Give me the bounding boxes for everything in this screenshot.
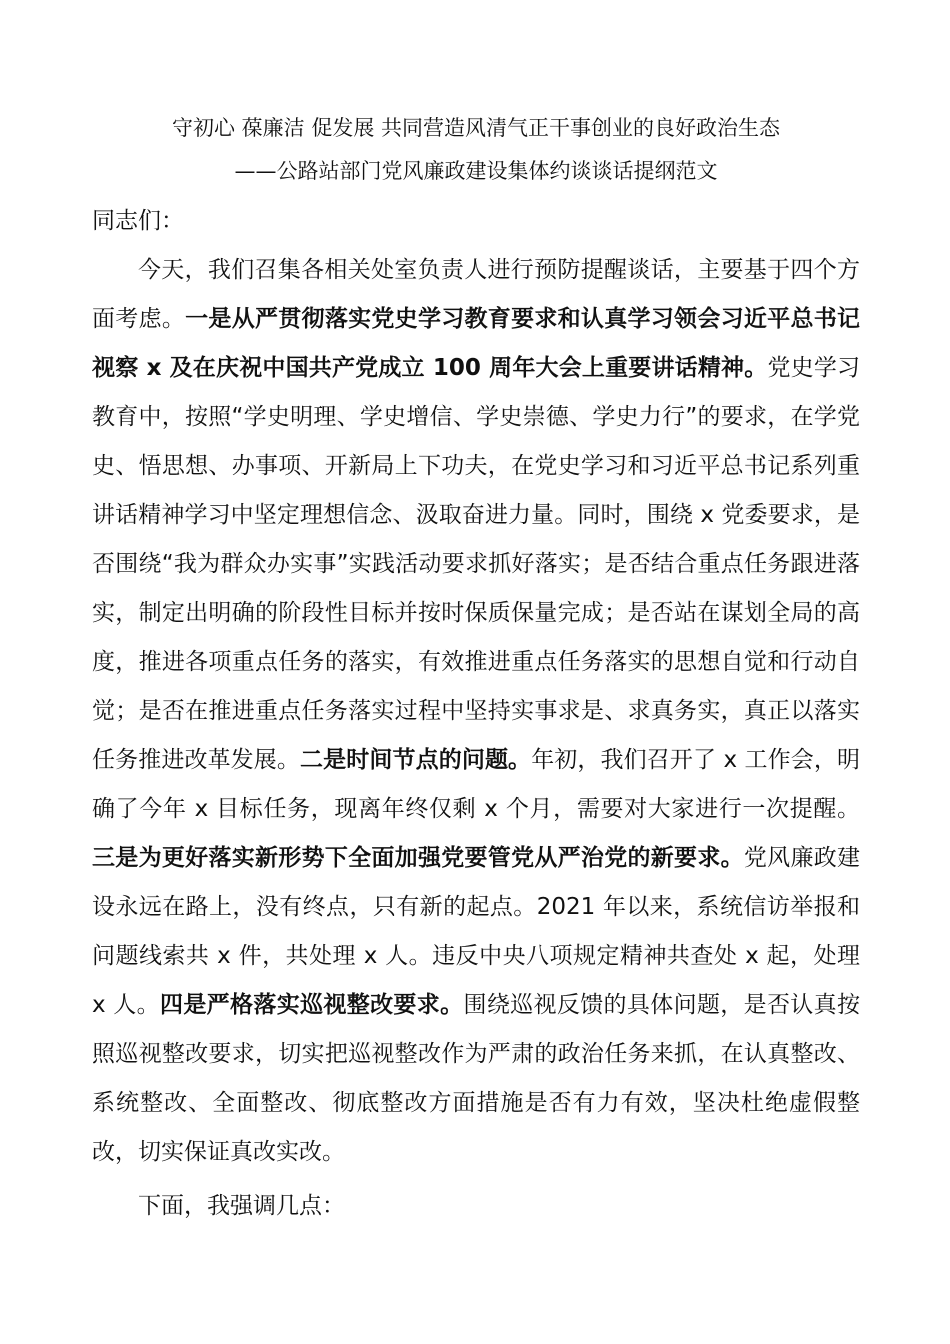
text-segment: 今天，我们召集各相关处室负责人进行预防提醒谈话，主要基于四个方面考虑。 [92,257,860,332]
bold-point-two: 二是时间节点的问题。 [300,747,532,773]
paragraph-emphasis-intro: 下面，我强调几点： [138,1193,345,1219]
bold-point-three: 三是为更好落实新形势下全面加强党要管党从严治党的新要求。 [92,845,744,871]
document-title: 守初心 葆廉洁 促发展 共同营造风清气正干事创业的良好政治生态 [171,116,781,140]
document-subtitle: ——公路站部门党风廉政建设集体约谈谈话提纲范文 [234,159,718,183]
paragraph-reasons [92,246,860,1177]
document-page [92,108,860,1231]
bold-point-one: 一是从严贯彻落实党史学习教育要求和认真学习领会习近平总书记视察 x 及在庆祝中国共产党成立 100 周年大会上重要讲话精神。 [92,306,860,381]
bold-point-four: 四是严格落实巡视整改要求。 [159,992,464,1018]
text-segment: 党史学习教育中，按照“学史明理、学史增信、学史崇德、学史力行”的要求，在学党史、悟思想、办事项、开新局上下功夫，在党史学习和习近平总书记系列重讲话精神学习中坚定理想信念、汲取奋进力量。同时，围绕 x 党委要求，是否围绕“我为群众办实事”实践活动要求抓好落实；是否结合重点任务跟进落实，制定出明确的阶段性目标并按时保质保量完成；是否站在谋划全局的高度，推进各项重点任务的落实，有效推进重点任务落实的思想自觉和行动自觉；是否在推进重点任务落实过程中坚持实事求是、求真务实，真正以落实任务推进改革发展。 [92,355,861,773]
text-segment: 围绕巡视反馈的具体问题，是否认真按照巡视整改要求，切实把巡视整改作为严肃的政治任务来抓，在认真整改、系统整改、全面整改、彻底整改方面措施是否有力有效，坚决杜绝虚假整改，切实保证真改实改。 [92,992,860,1165]
text-segment: 党风廉政建设永远在路上，没有终点，只有新的起点。2021 年以来，系统信访举报和问题线索共 x 件，共处理 x 人。违反中央八项规定精神共查处 x 起，处理 x 人。 [92,845,860,1018]
text-segment: 年初，我们召开了 x 工作会，明确了今年 x 目标任务，现离年终仅剩 x 个月，需要对大家进行一次提醒。 [92,747,861,822]
salutation: 同志们： [92,208,184,234]
